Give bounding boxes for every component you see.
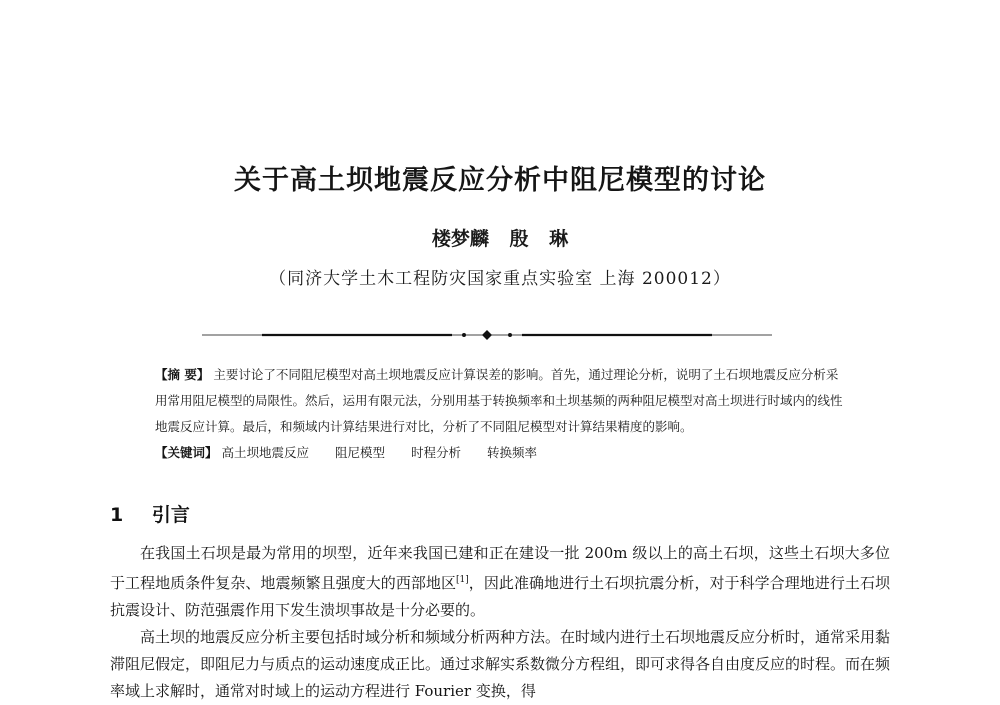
abstract-text: 主要讨论了不同阻尼模型对高土坝地震反应计算误差的影响。首先，通过理论分析，说明了土石坝地震反应分析采用常用阻尼模型的局限性。然后，运用有限元法，分别用基于转换频率和土坝基频的两种阻尼模型对高土坝进行时域内的线性地震反应计算。最后，和频域内计算结果进行对比，分析了不同阻尼模型对计算结果精度的影响。 xyxy=(155,367,843,434)
section-heading xyxy=(110,500,190,527)
abstract-paragraph xyxy=(155,362,850,440)
section-title: 引言 xyxy=(151,504,190,526)
paper-authors: 楼梦麟 殷 琳 xyxy=(431,228,569,250)
paper-title: 关于高土坝地震反应分析中阻尼模型的讨论 xyxy=(234,165,766,196)
body-text-span: 在我国土石坝是最为常用的坝型，近年来我国已建和正在建设一批 200m 级以上的高土石坝，这些土石坝大多位于工程地质条件复杂、地震频繁且强度大的西部地区 xyxy=(110,544,890,592)
body-paragraph: 高土坝的地震反应分析主要包括时域分析和频域分析两种方法。在时域内进行土石坝地震反应分析时，通常采用黏滞阻尼假定，即阻尼力与质点的运动速度成正比。通过求解实系数微分方程组，即可求得各自由度反应的时程。而在频率域上求解时，通常对时域上的运动方程进行 Fourier 变换，得 xyxy=(110,628,891,700)
keywords-label: 【关键词】 xyxy=(155,445,218,460)
body-text xyxy=(110,540,890,705)
paper-affiliation: （同济大学土木工程防灾国家重点实验室 上海 200012） xyxy=(269,269,731,289)
ornamental-divider xyxy=(202,330,772,340)
body-text-span: ，因此准确地进行土石坝抗震分析，对于科学合理地进行土石坝抗震设计、防范强震作用下发生溃坝事故是十分必要的。 xyxy=(110,574,890,619)
keyword: 阻尼模型 xyxy=(335,445,386,460)
keyword: 转换频率 xyxy=(487,445,538,460)
citation: [1] xyxy=(456,575,469,585)
keyword: 时程分析 xyxy=(411,445,462,460)
abstract-label: 【摘 要】 xyxy=(155,367,210,382)
section-number: 1 xyxy=(110,504,124,526)
keyword: 高土坝地震反应 xyxy=(221,445,310,460)
keywords-line xyxy=(155,440,850,466)
body-paragraph xyxy=(110,540,890,624)
abstract-block xyxy=(155,362,850,466)
